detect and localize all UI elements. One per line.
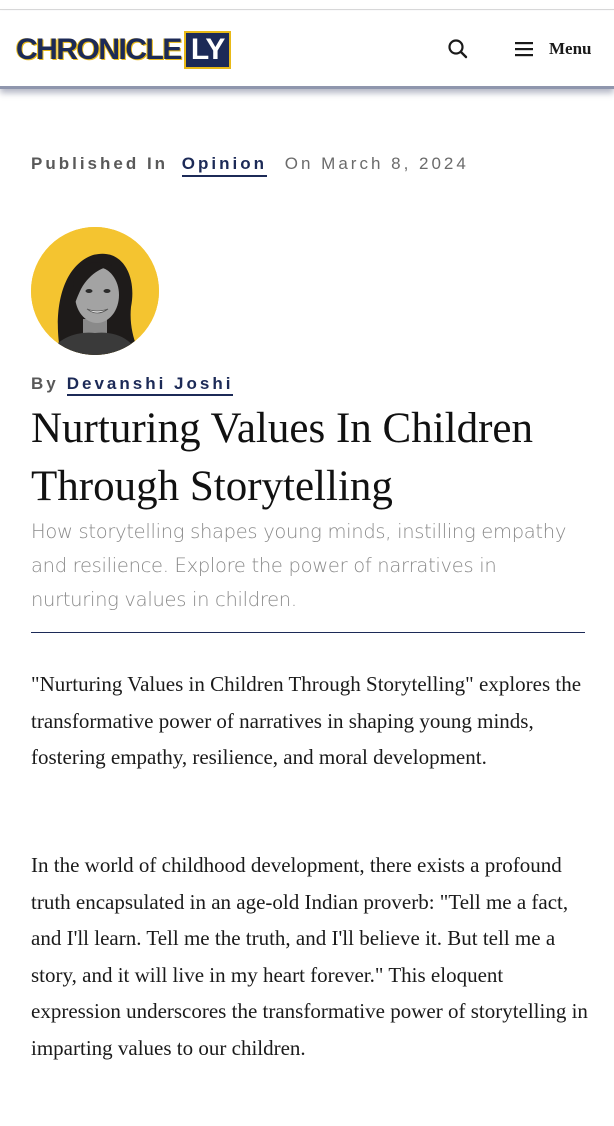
search-icon [446,37,470,61]
top-bar [0,0,614,10]
article-subtitle: How storytelling shapes young minds, instilling empathy and resilience. Explore the power of narratives in nurturing values in children. [31,520,567,611]
author-link[interactable]: Devanshi Joshi [67,374,234,396]
byline [31,374,233,394]
title-divider [31,632,585,633]
article-paragraph-2: In the world of childhood development, there exists a profound truth encapsulated in an age-old Indian proverb: "Tell me a fact, and I'll learn. Tell me the truth, and I'll believe it. But tell me a story, and it will live in my heart forever." This eloquent expression underscores the transformative power of storytelling in imparting values to our children. [31,853,588,1060]
on-label: On [284,154,314,173]
logo-wordmark: CHRONICLE [16,33,181,66]
article-paragraph-1: "Nurturing Values in Children Through Storytelling" explores the transformative power of narratives in shaping young minds, fostering empathy, resilience, and moral development. [31,672,582,769]
post-meta [31,154,469,174]
menu-label: Menu [549,39,592,58]
menu-button[interactable] [513,37,592,61]
logo-ly-box: LY [184,31,232,69]
site-header [0,11,614,89]
article-title: Nurturing Values In Children Through Storytelling [31,405,533,510]
author-avatar[interactable] [31,227,159,355]
category-link[interactable]: Opinion [182,154,267,177]
by-label: By [31,374,59,393]
publish-date: March 8, 2024 [321,154,469,173]
published-in-label: Published In [31,154,169,173]
hamburger-icon [513,40,535,58]
search-button[interactable] [446,37,470,61]
author-portrait [31,227,159,355]
site-logo[interactable] [16,29,231,71]
